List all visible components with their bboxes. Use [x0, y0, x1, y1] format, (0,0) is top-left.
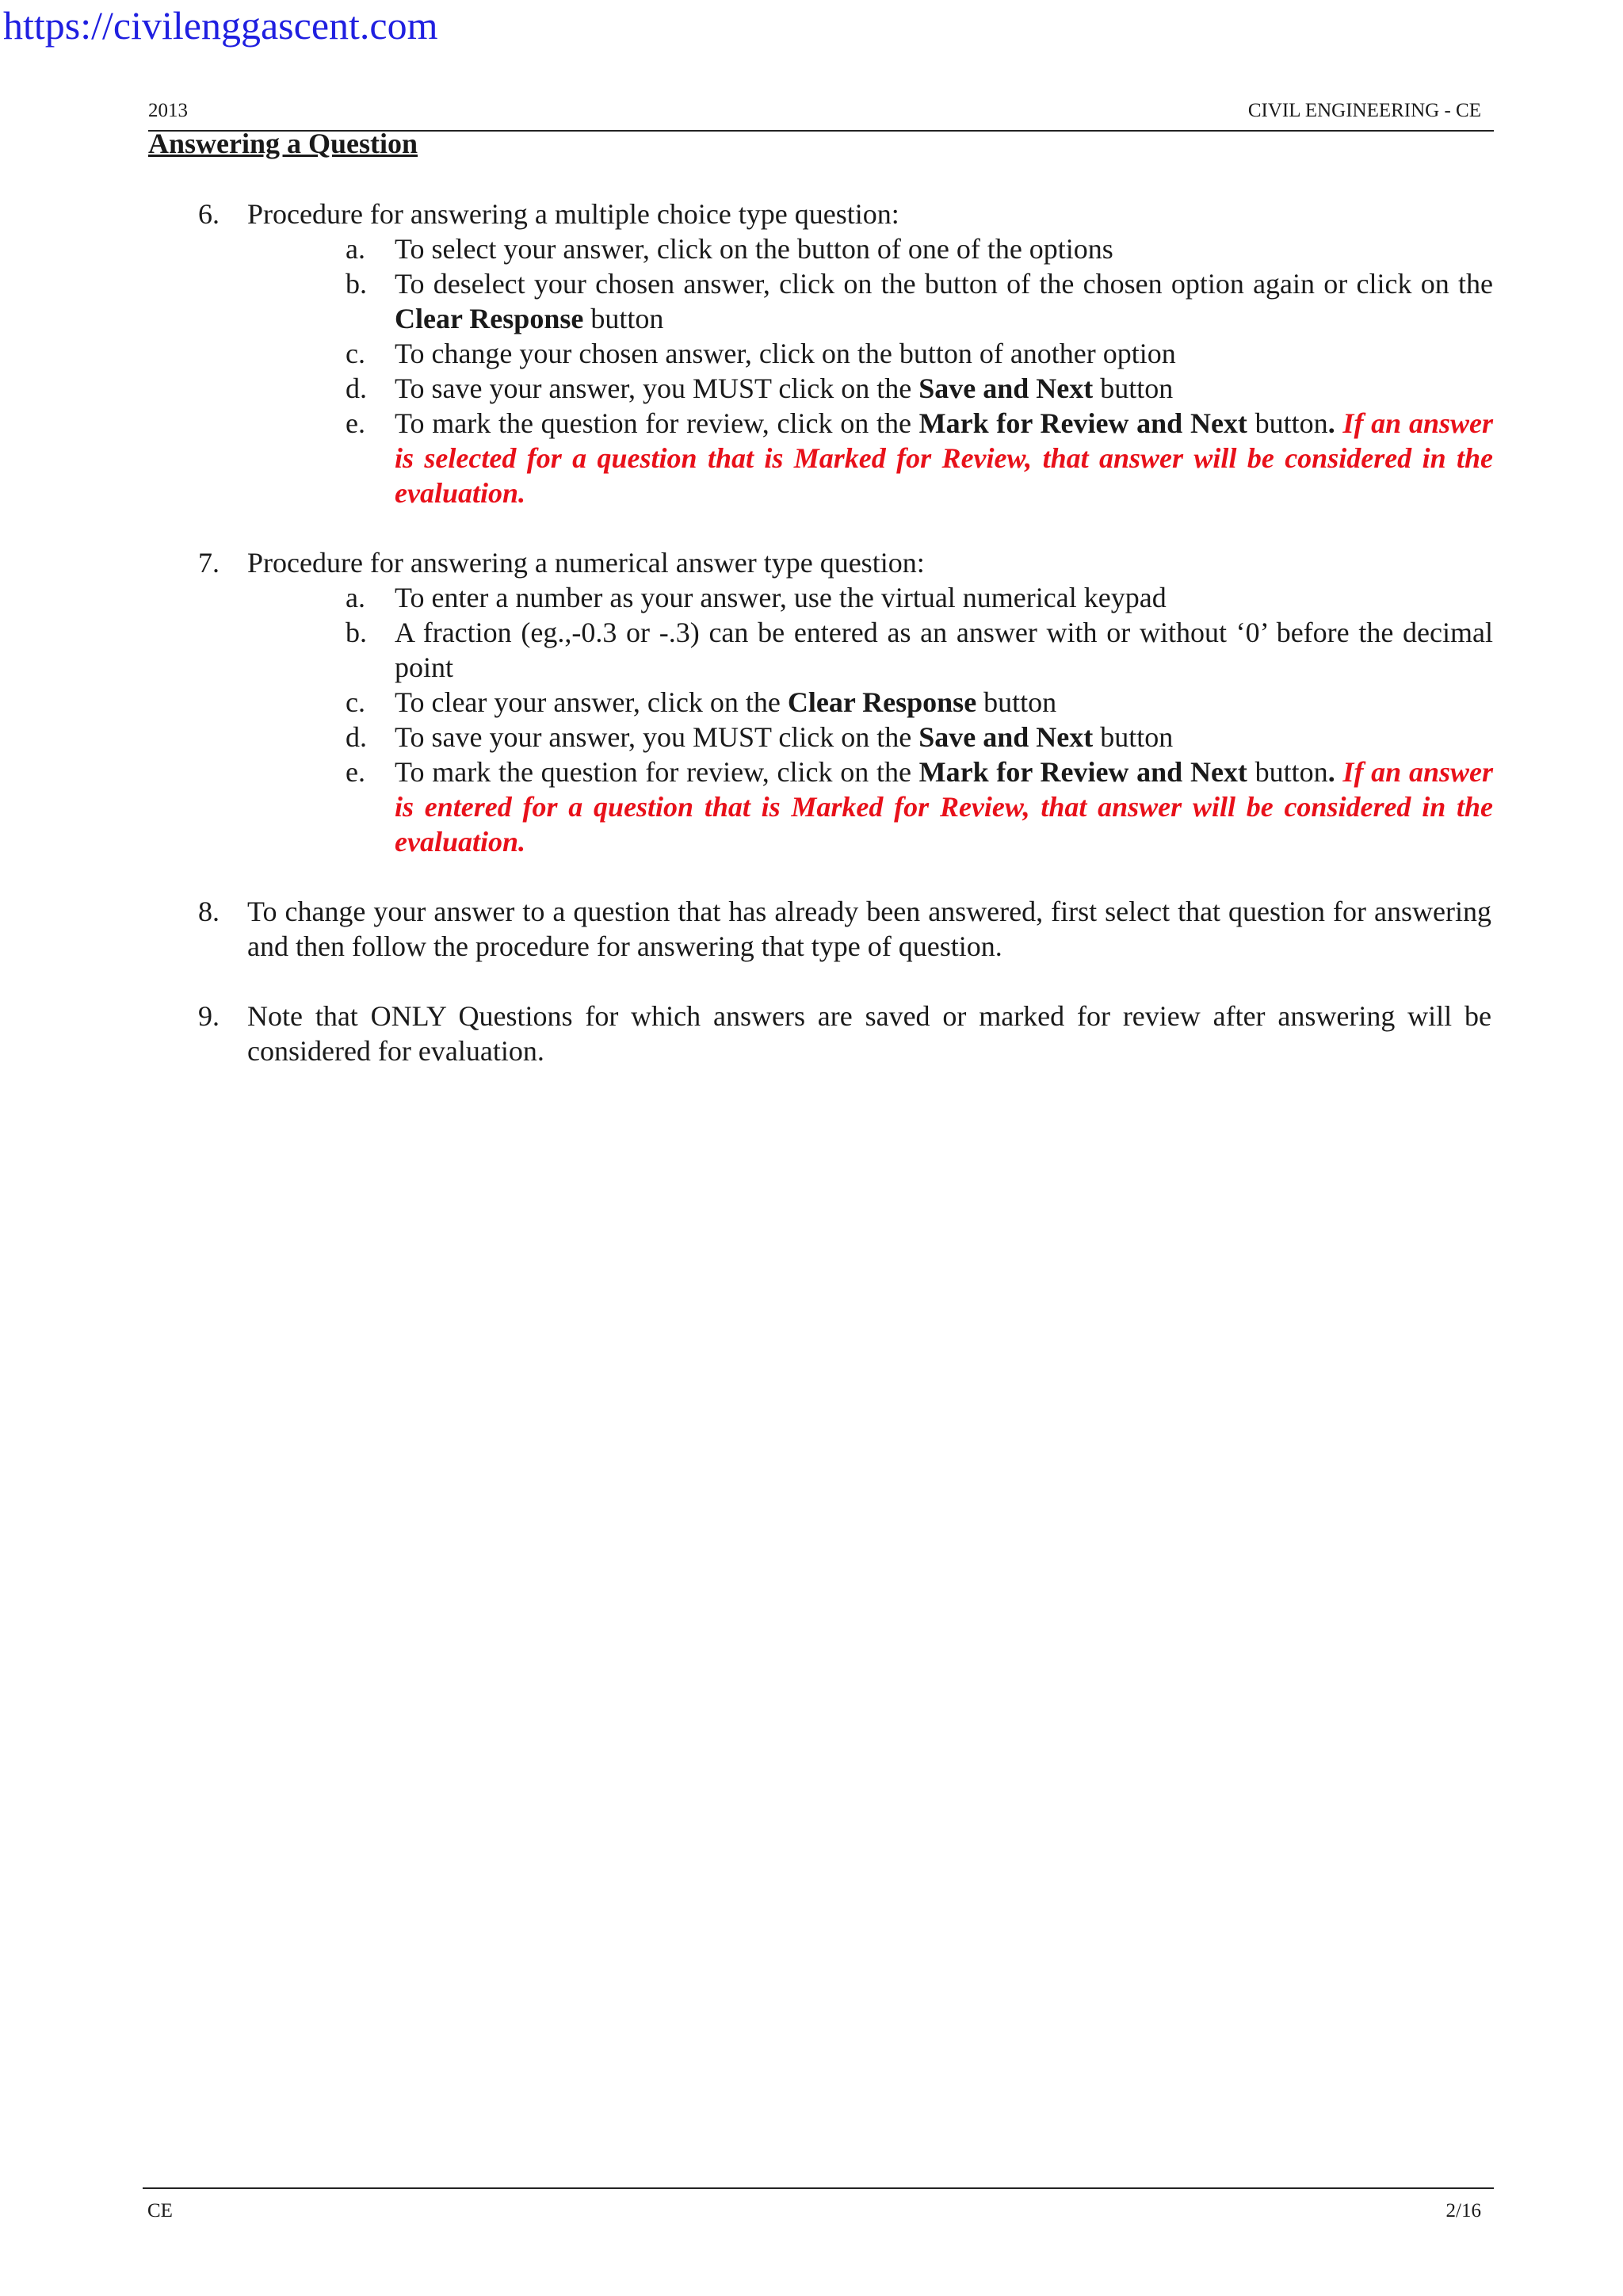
item-body	[247, 197, 1491, 510]
sub-letter: b.	[346, 617, 367, 648]
red-note: If an answer is selected for a question that is Marked for Review, that answer will be considered in the evaluation.	[395, 407, 1493, 509]
sub-letter: c.	[346, 338, 365, 369]
button-name: Save and Next	[918, 721, 1094, 753]
item-number: 6.	[198, 198, 220, 230]
sub-item	[346, 685, 1493, 720]
item-text: To change your answer to a question that has already been answered, first select that question for answering and then follow the procedure for answering that type of question.	[247, 896, 1491, 962]
button-name: Clear Response	[787, 686, 977, 718]
list-item	[198, 999, 1491, 1068]
sub-text: To mark the question for review, click on the Mark for Review and Next button. If an answer is entered for a question that is Marked for Review, that answer will be considered in the evaluation.	[395, 756, 1493, 858]
sub-letter: b.	[346, 268, 367, 300]
footer-code: CE	[147, 2200, 173, 2222]
item-number: 8.	[198, 896, 220, 927]
page-footer	[143, 2187, 1494, 2221]
sub-text: To clear your answer, click on the Clear Response button	[395, 686, 1057, 718]
sub-text: To deselect your chosen answer, click on the button of the chosen option again or click on the Clear Response button	[395, 268, 1493, 334]
sub-text: A fraction (eg.,-0.3 or -.3) can be entered as an answer with or without ‘0’ before the decimal point	[395, 617, 1493, 683]
sub-letter: a.	[346, 582, 365, 613]
sub-item	[346, 720, 1493, 755]
sub-text: To save your answer, you MUST click on the Save and Next button	[395, 372, 1174, 404]
button-name: Clear Response	[395, 303, 584, 334]
section-title: Answering a Question	[148, 128, 418, 159]
sub-item	[346, 336, 1493, 371]
item-text: Procedure for answering a numerical answer type question:	[247, 547, 925, 579]
header-subject: CIVIL ENGINEERING - CE	[1247, 100, 1481, 121]
sub-item	[346, 266, 1493, 336]
sub-item	[346, 231, 1493, 266]
header-year: 2013	[148, 100, 188, 121]
list-item	[198, 197, 1491, 510]
button-name: Mark for Review and Next	[918, 756, 1247, 788]
item-text: Procedure for answering a multiple choice type question:	[247, 198, 899, 230]
sub-letter: d.	[346, 721, 367, 753]
sub-item	[346, 615, 1493, 685]
button-name: Mark for Review and Next	[918, 407, 1247, 439]
sub-text: To mark the question for review, click on the Mark for Review and Next button. If an answer is selected for a question that is Marked for Review, that answer will be considered in the evaluation.	[395, 407, 1493, 509]
sub-text: To change your chosen answer, click on the button of another option	[395, 338, 1176, 369]
sub-letter: a.	[346, 233, 365, 265]
red-note: If an answer is entered for a question that is Marked for Review, that answer will be considered in the evaluation.	[395, 756, 1493, 858]
list-item	[198, 894, 1491, 964]
sub-item	[346, 755, 1493, 859]
item-text: Note that ONLY Questions for which answers are saved or marked for review after answering will be considered for evaluation.	[247, 1000, 1491, 1067]
sub-letter: c.	[346, 686, 365, 718]
watermark-link[interactable]: https://civilenggascent.com	[3, 3, 438, 48]
sub-text: To enter a number as your answer, use the virtual numerical keypad	[395, 582, 1167, 613]
instructions-list	[198, 197, 1491, 1103]
sub-text: To select your answer, click on the button of one of the options	[395, 233, 1113, 265]
list-item	[198, 545, 1491, 859]
item-body	[247, 545, 1491, 859]
item-number: 7.	[198, 547, 220, 579]
button-name: Save and Next	[918, 372, 1094, 404]
page-number: 2/16	[1445, 2200, 1481, 2222]
sub-letter: e.	[346, 756, 365, 788]
sub-item	[346, 406, 1493, 510]
sub-text: To save your answer, you MUST click on the Save and Next button	[395, 721, 1174, 753]
sub-item	[346, 371, 1493, 406]
item-number: 9.	[198, 1000, 220, 1032]
sub-letter: d.	[346, 372, 367, 404]
sub-letter: e.	[346, 407, 365, 439]
sub-item	[346, 580, 1493, 615]
